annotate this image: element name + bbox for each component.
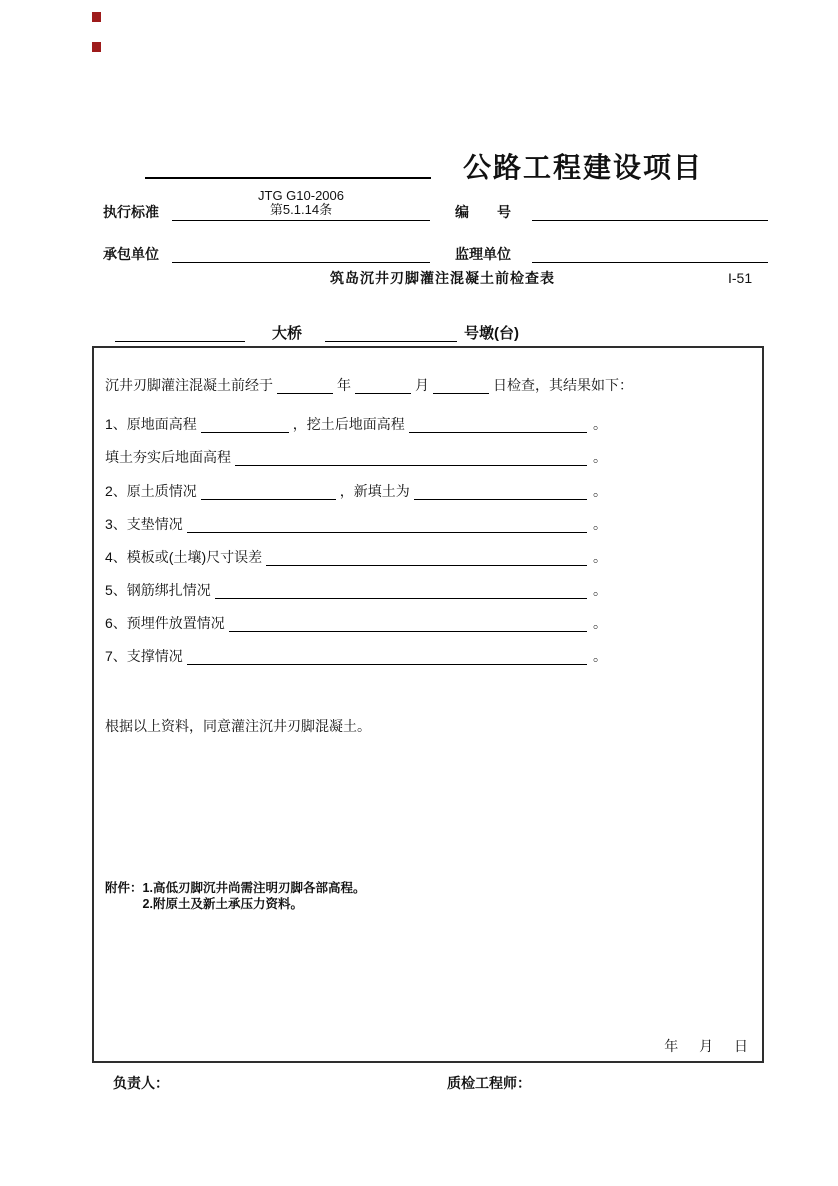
new-fill-blank[interactable]: [414, 483, 587, 500]
item5-line: [105, 581, 607, 599]
item1-line: [105, 415, 607, 433]
bridge-label: 大桥: [272, 325, 303, 342]
item5-period: 。: [593, 582, 607, 598]
conclusion-text: 根据以上资料，同意灌注沉井刃脚混凝土。: [105, 718, 371, 734]
support-pad-blank[interactable]: [187, 516, 587, 533]
item7-line: [105, 647, 607, 665]
original-soil-blank[interactable]: [201, 483, 336, 500]
responsible-label: 负责人：: [113, 1075, 169, 1091]
item2-line: [105, 482, 607, 500]
intro-month-label: 月: [415, 377, 429, 393]
item6-label: 6、预埋件放置情况: [105, 615, 225, 631]
compacted-elevation-blank[interactable]: [235, 449, 587, 466]
inspection-year-blank[interactable]: [277, 377, 333, 394]
red-marker-2: [92, 42, 101, 52]
item2-label2: ，新填土为: [339, 483, 410, 499]
item4-label: 4、模板或(土壤)尺寸误差: [105, 549, 263, 565]
item1-label: 1、原地面高程: [105, 416, 197, 432]
contractor-blank[interactable]: [172, 262, 430, 263]
supervision-label: 监理单位: [455, 246, 511, 262]
item3-period: 。: [593, 516, 607, 532]
embedded-parts-blank[interactable]: [229, 615, 587, 632]
item6-period: 。: [593, 615, 607, 631]
attachment-label: 附件：: [105, 881, 143, 895]
item7-label: 7、支撑情况: [105, 648, 183, 664]
number-label: 编 号: [455, 204, 511, 220]
intro-prefix: 沉井刃脚灌注混凝土前经于: [105, 377, 273, 393]
date-month-label: 月: [699, 1038, 714, 1054]
standard-value-line1: JTG G10-2006: [258, 188, 344, 203]
attachment-note-2: 2.附原土及新土承压力资料。: [142, 897, 303, 911]
qc-engineer-label: 质检工程师：: [447, 1075, 531, 1091]
standard-value-line2: 第5.1.14条: [269, 202, 333, 217]
date-year-label: 年: [664, 1038, 679, 1054]
standard-value: [172, 189, 430, 221]
original-elevation-blank[interactable]: [201, 416, 289, 433]
intro-suffix: 日检查，其结果如下：: [493, 377, 633, 393]
inspection-day-blank[interactable]: [433, 377, 489, 394]
date-line: [664, 1036, 748, 1056]
supervision-blank[interactable]: [532, 262, 768, 263]
item5-label: 5、钢筋绑扎情况: [105, 582, 211, 598]
number-blank[interactable]: [532, 220, 768, 221]
form-code: I-51: [728, 270, 753, 286]
red-marker-1: [92, 12, 101, 22]
item1b-label: 填土夯实后地面高程: [105, 449, 231, 465]
formwork-error-blank[interactable]: [266, 549, 587, 566]
item1-period: 。: [593, 416, 607, 432]
item4-line: [105, 548, 607, 566]
form-box: [92, 346, 764, 1063]
bracing-blank[interactable]: [187, 648, 587, 665]
item1b-line: [105, 448, 607, 466]
item7-period: 。: [593, 648, 607, 664]
page-title: 公路工程建设项目: [463, 152, 704, 183]
standard-label: 执行标准: [103, 204, 159, 220]
attachment-block: [105, 880, 365, 912]
intro-year-label: 年: [337, 377, 351, 393]
project-name-blank[interactable]: [145, 177, 431, 179]
item2-period: 。: [593, 483, 607, 499]
pier-label: 号墩(台): [464, 325, 519, 342]
item6-line: [105, 614, 607, 632]
item4-period: 。: [593, 549, 607, 565]
item1-label2: ，挖土后地面高程: [292, 416, 405, 432]
item2-label: 2、原土质情况: [105, 483, 197, 499]
bridge-name-blank[interactable]: [115, 341, 245, 342]
item3-label: 3、支垫情况: [105, 516, 183, 532]
excavated-elevation-blank[interactable]: [409, 416, 587, 433]
inspection-month-blank[interactable]: [355, 377, 411, 394]
pier-number-blank[interactable]: [325, 341, 457, 342]
rebar-binding-blank[interactable]: [215, 582, 587, 599]
attachment-note-1: 1.高低刃脚沉井尚需注明刃脚各部高程。: [142, 881, 366, 895]
item1b-period: 。: [593, 449, 607, 465]
contractor-label: 承包单位: [103, 246, 159, 262]
form-title: 筑岛沉井刃脚灌注混凝土前检查表: [330, 270, 555, 286]
date-day-label: 日: [734, 1038, 748, 1054]
intro-line: [105, 376, 745, 394]
item3-line: [105, 515, 607, 533]
